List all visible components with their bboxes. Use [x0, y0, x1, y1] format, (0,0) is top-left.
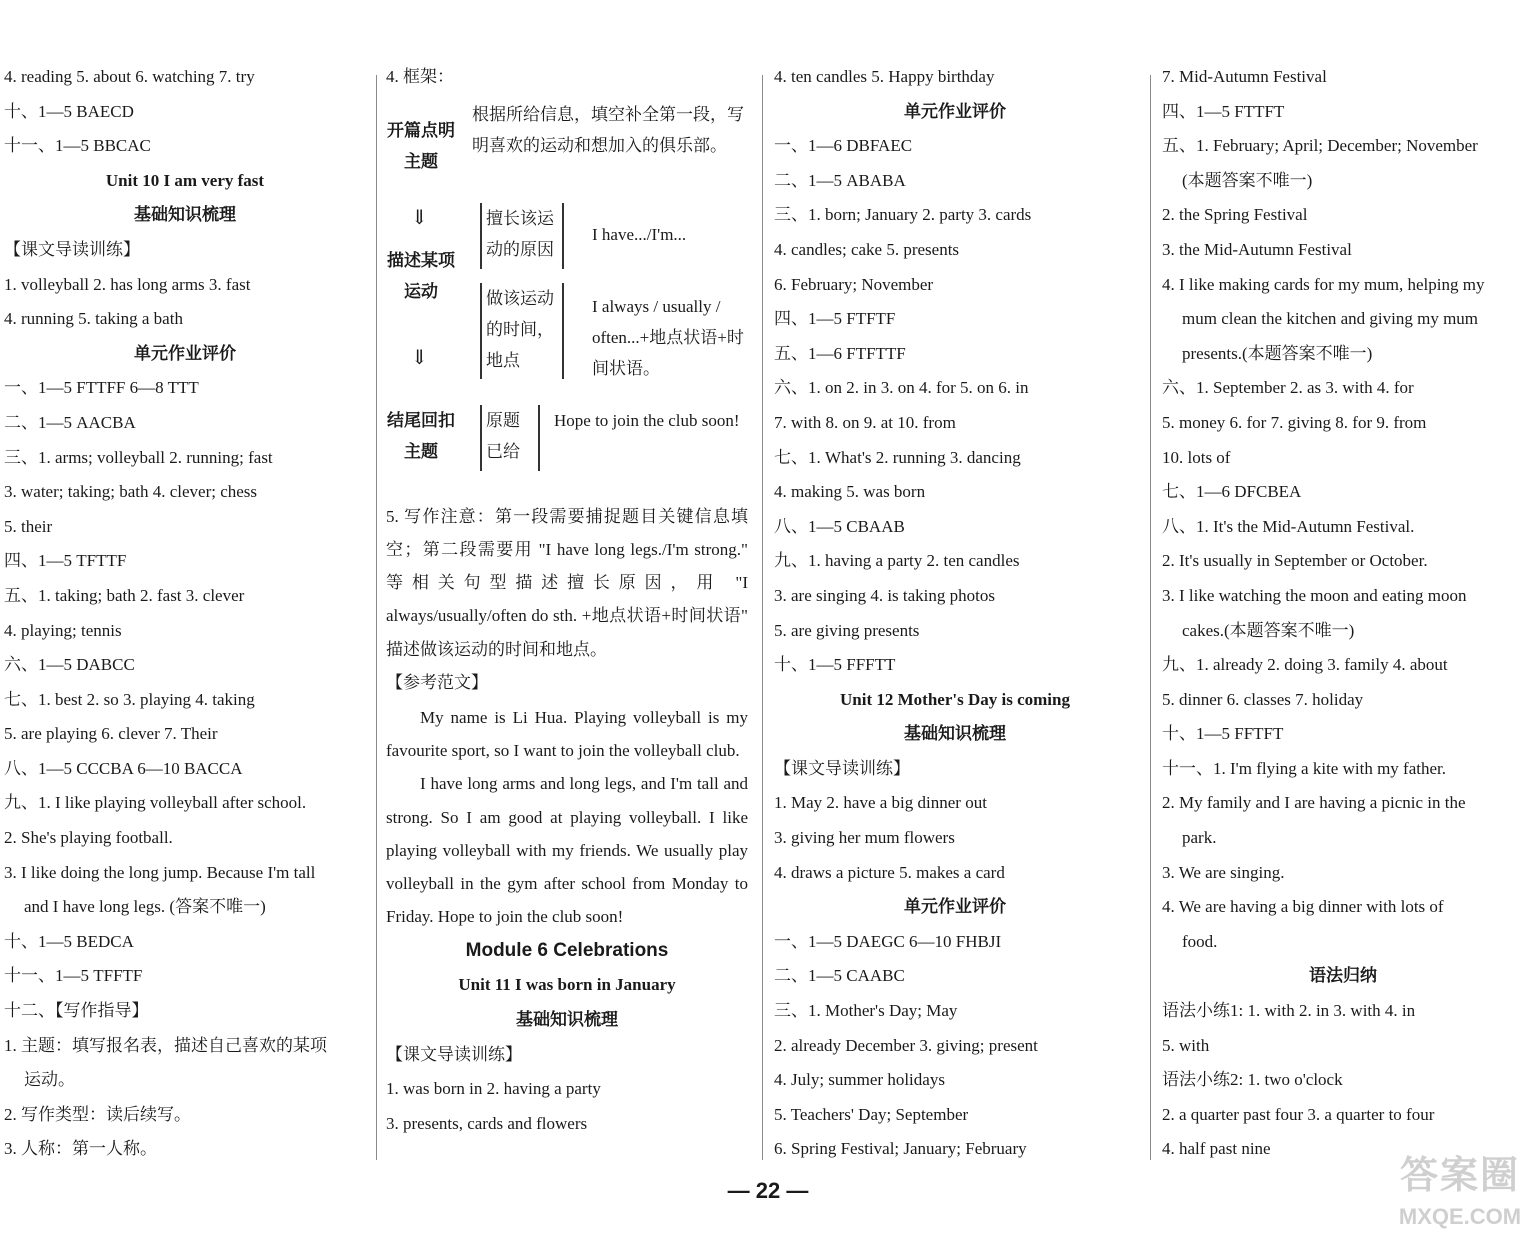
answer-column-4 [1162, 60, 1524, 1167]
framework-ending-text: 原题已给 [486, 410, 520, 461]
answer-line: 五、1—6 FTFTTF [774, 343, 906, 363]
answer-line: 一、1—5 DAEGC 6—10 FHBJI [774, 931, 1002, 951]
answer-line: 2. It's usually in September or October. [1162, 551, 1428, 571]
answer-line: 5. with [1162, 1035, 1210, 1055]
answer-line: 3. water; taking; bath 4. clever; chess [4, 482, 258, 502]
answer-line: 七、1. best 2. so 3. playing 4. taking [4, 689, 255, 709]
answer-line: 1. was born in 2. having a party [386, 1079, 601, 1099]
answer-line: 4. half past nine [1162, 1139, 1271, 1159]
section-heading: 单元作业评价 [904, 101, 1006, 121]
watermark-url: MXQE.COM [1398, 1204, 1522, 1229]
writing-framework-diagram [386, 95, 748, 500]
answer-line: 3. I like doing the long jump. Because I'm tall [4, 862, 316, 882]
answer-line: food. [1182, 931, 1218, 951]
answer-line: 2. a quarter past four 3. a quarter to four [1162, 1104, 1435, 1124]
answer-line: 十一、1. I'm flying a kite with my father. [1162, 758, 1446, 778]
answer-line: 3. are singing 4. is taking photos [774, 585, 995, 605]
section-heading: 基础知识梳理 [134, 205, 236, 225]
answer-column-2 [386, 60, 748, 1141]
answer-line: (本题答案不唯一) [1182, 170, 1313, 190]
watermark-logo [1390, 1150, 1530, 1242]
answer-line: 三、1. born; January 2. party 3. cards [774, 205, 1032, 225]
answer-line: 八、1. It's the Mid-Autumn Festival. [1162, 516, 1415, 536]
answer-line: 5. are playing 6. clever 7. Their [4, 724, 218, 744]
answer-line: 六、1. on 2. in 3. on 4. for 5. on 6. in [774, 378, 1029, 398]
down-arrow-icon: ⇓ [411, 206, 428, 229]
answer-line: 1. May 2. have a big dinner out [774, 793, 987, 813]
unit-title: Unit 11 I was born in January [458, 975, 676, 995]
sample-title: 【参考范文】 [386, 673, 488, 693]
answer-line: 十一、1—5 BBCAC [4, 136, 151, 156]
answer-line: 1. 主题：填写报名表，描述自己喜欢的某项 [4, 1035, 327, 1055]
answer-line: 语法小练2: 1. two o'clock [1162, 1070, 1343, 1090]
answer-line: 2. already December 3. giving; present [774, 1035, 1038, 1055]
section-heading: 单元作业评价 [904, 897, 1006, 917]
answer-line: 3. giving her mum flowers [774, 828, 955, 848]
answer-line: mum clean the kitchen and giving my mum [1182, 309, 1479, 329]
answer-line: 八、1—5 CCCBA 6—10 BACCA [4, 758, 243, 778]
framework-stage-ending: 结尾回扣主题 [387, 410, 455, 461]
answer-line: 一、1—5 FTTFF 6—8 TTT [4, 378, 199, 398]
answer-line: 一、1—6 DBFAEC [774, 136, 913, 156]
writing-note: 5. 写作注意：第一段需要捕捉题目关键信息填空；第二段需要用 "I have long legs./I'm strong." 等相关句型描述擅长原因，用 "I always/usually/often do sth. +地点状语+时间状语" 描述做该运动的时间和地点。 [386, 506, 748, 659]
answer-line: 六、1. September 2. as 3. with 4. for [1162, 378, 1414, 398]
answer-line: 十、1—5 FFTFT [1162, 724, 1284, 744]
answer-line: 5. Teachers' Day; September [774, 1104, 969, 1124]
answer-line: 六、1—5 DABCC [4, 655, 135, 675]
answer-line: 3. presents, cards and flowers [386, 1113, 588, 1133]
framework-ending-pattern: Hope to join the club soon! [554, 410, 740, 430]
answer-line: 5. dinner 6. classes 7. holiday [1162, 689, 1364, 709]
answer-line: 2. 写作类型：读后续写。 [4, 1104, 191, 1124]
section-heading: 基础知识梳理 [904, 724, 1006, 744]
answer-line: 四、1—5 FTTFT [1162, 101, 1285, 121]
section-heading: 单元作业评价 [134, 343, 236, 363]
answer-line: 3. I like watching the moon and eating moon [1162, 585, 1467, 605]
answer-line: 五、1. taking; bath 2. fast 3. clever [4, 585, 245, 605]
answer-line: 6. Spring Festival; January; February [774, 1139, 1027, 1159]
answer-line: park. [1182, 828, 1217, 848]
answer-line: 5. their [4, 516, 53, 536]
answer-line: 【课文导读训练】 [4, 239, 140, 259]
answer-line: 10. lots of [1162, 447, 1231, 467]
answer-line: 2. She's playing football. [4, 828, 173, 848]
answer-line: 4. ten candles 5. Happy birthday [774, 67, 995, 86]
page-number: — 22 — [727, 1178, 809, 1203]
answer-line: 十、1—5 BEDCA [4, 931, 134, 951]
sample-paragraph: My name is Li Hua. Playing volleyball is my favourite sport, so I want to join the volleyball club. [386, 707, 748, 760]
answer-line: 四、1—5 TFTTF [4, 551, 127, 571]
answer-line: 七、1—6 DFCBEA [1162, 482, 1302, 502]
framework-time-pattern: I always / usually / often...+地点状语+时间状语。 [592, 296, 744, 378]
answer-line: 4. I like making cards for my mum, helping my [1162, 274, 1485, 294]
answer-line: 三、1. Mother's Day; May [774, 1001, 958, 1021]
answer-line: 二、1—5 ABABA [774, 170, 906, 190]
answer-line: 4. running 5. taking a bath [4, 309, 183, 329]
column-divider [1150, 75, 1151, 1160]
answer-line: 五、1. February; April; December; November [1162, 136, 1478, 156]
answer-line: 九、1. having a party 2. ten candles [774, 551, 1020, 571]
watermark-text: 答案圈 [1399, 1155, 1520, 1197]
answer-line: 十、1—5 FFFTT [774, 655, 896, 675]
answer-line: presents.(本题答案不唯一) [1182, 343, 1373, 363]
answer-line: 4. We are having a big dinner with lots of [1162, 897, 1444, 917]
answer-line: and I have long legs. (答案不唯一) [24, 897, 266, 917]
answer-line: 3. We are singing. [1162, 862, 1285, 882]
answer-line: 4. candles; cake 5. presents [774, 239, 960, 259]
answer-line: 7. with 8. on 9. at 10. from [774, 412, 956, 432]
answer-line: 四、1—5 FTFTF [774, 309, 896, 329]
answer-line: 九、1. I like playing volleyball after school. [4, 793, 307, 813]
framework-reason-pattern: I have.../I'm... [592, 224, 687, 244]
answer-line: 6. February; November [774, 274, 934, 294]
answer-column-1 [4, 60, 366, 1167]
answer-line: 7. Mid-Autumn Festival [1162, 67, 1327, 86]
answer-line: 5. are giving presents [774, 620, 920, 640]
answer-line: 1. volleyball 2. has long arms 3. fast [4, 274, 251, 294]
framework-title: 4. 框架： [386, 67, 454, 86]
answer-line: 九、1. already 2. doing 3. family 4. about [1162, 655, 1448, 675]
answer-line: 三、1. arms; volleyball 2. running; fast [4, 447, 273, 467]
framework-time-text: 做该运动的时间，地点 [486, 288, 554, 370]
answer-line: 十、1—5 BAECD [4, 101, 134, 121]
answer-line: 二、1—5 AACBA [4, 412, 136, 432]
column-divider [376, 75, 377, 1160]
answer-line: 语法小练1: 1. with 2. in 3. with 4. in [1162, 1001, 1416, 1021]
answer-line: 5. money 6. for 7. giving 8. for 9. from [1162, 412, 1427, 432]
section-heading: 基础知识梳理 [516, 1009, 618, 1029]
module-title: Module 6 Celebrations [465, 939, 669, 961]
answer-line: 二、1—5 CAABC [774, 966, 905, 986]
down-arrow-icon: ⇓ [411, 346, 428, 369]
answer-line: 4. playing; tennis [4, 620, 122, 640]
section-heading: 语法归纳 [1309, 966, 1377, 986]
sample-paragraph: I have long arms and long legs, and I'm tall and strong. So I am good at playing volleyball. I like playing volleyball with my friends. We usually play volleyball in the gym after school from Monday to Friday. Hope to join the club soon! [386, 774, 748, 927]
answer-line: cakes.(本题答案不唯一) [1182, 620, 1355, 640]
answer-line: 【课文导读训练】 [386, 1044, 522, 1064]
answer-line: 3. 人称：第一人称。 [4, 1139, 157, 1159]
answer-line: 4. July; summer holidays [774, 1070, 945, 1090]
answer-line: 运动。 [24, 1070, 75, 1090]
framework-stage-opening: 开篇点明主题 [387, 120, 455, 171]
framework-stage-body: 描述某项运动 [387, 250, 455, 301]
answer-line: 3. the Mid-Autumn Festival [1162, 239, 1352, 259]
unit-title: Unit 12 Mother's Day is coming [840, 689, 1070, 709]
answer-line: 【课文导读训练】 [774, 758, 910, 778]
answer-line: 4. draws a picture 5. makes a card [774, 862, 1005, 882]
unit-title: Unit 10 I am very fast [105, 170, 265, 190]
answer-line: 4. making 5. was born [774, 482, 926, 502]
framework-opening-text: 根据所给信息，填空补全第一段，写明喜欢的运动和想加入的俱乐部。 [472, 104, 744, 155]
answer-column-3 [774, 60, 1136, 1167]
column-divider [762, 75, 763, 1160]
answer-line: 十一、1—5 TFFTF [4, 966, 143, 986]
framework-reason-text: 擅长该运动的原因 [486, 208, 554, 259]
answer-line: 七、1. What's 2. running 3. dancing [774, 447, 1021, 467]
answer-line: 十二、【写作指导】 [4, 1001, 149, 1021]
answer-line: 2. My family and I are having a picnic in the [1162, 793, 1466, 813]
answer-line: 2. the Spring Festival [1162, 205, 1308, 225]
answer-line: 八、1—5 CBAAB [774, 516, 905, 536]
answer-line: 4. reading 5. about 6. watching 7. try [4, 67, 255, 86]
